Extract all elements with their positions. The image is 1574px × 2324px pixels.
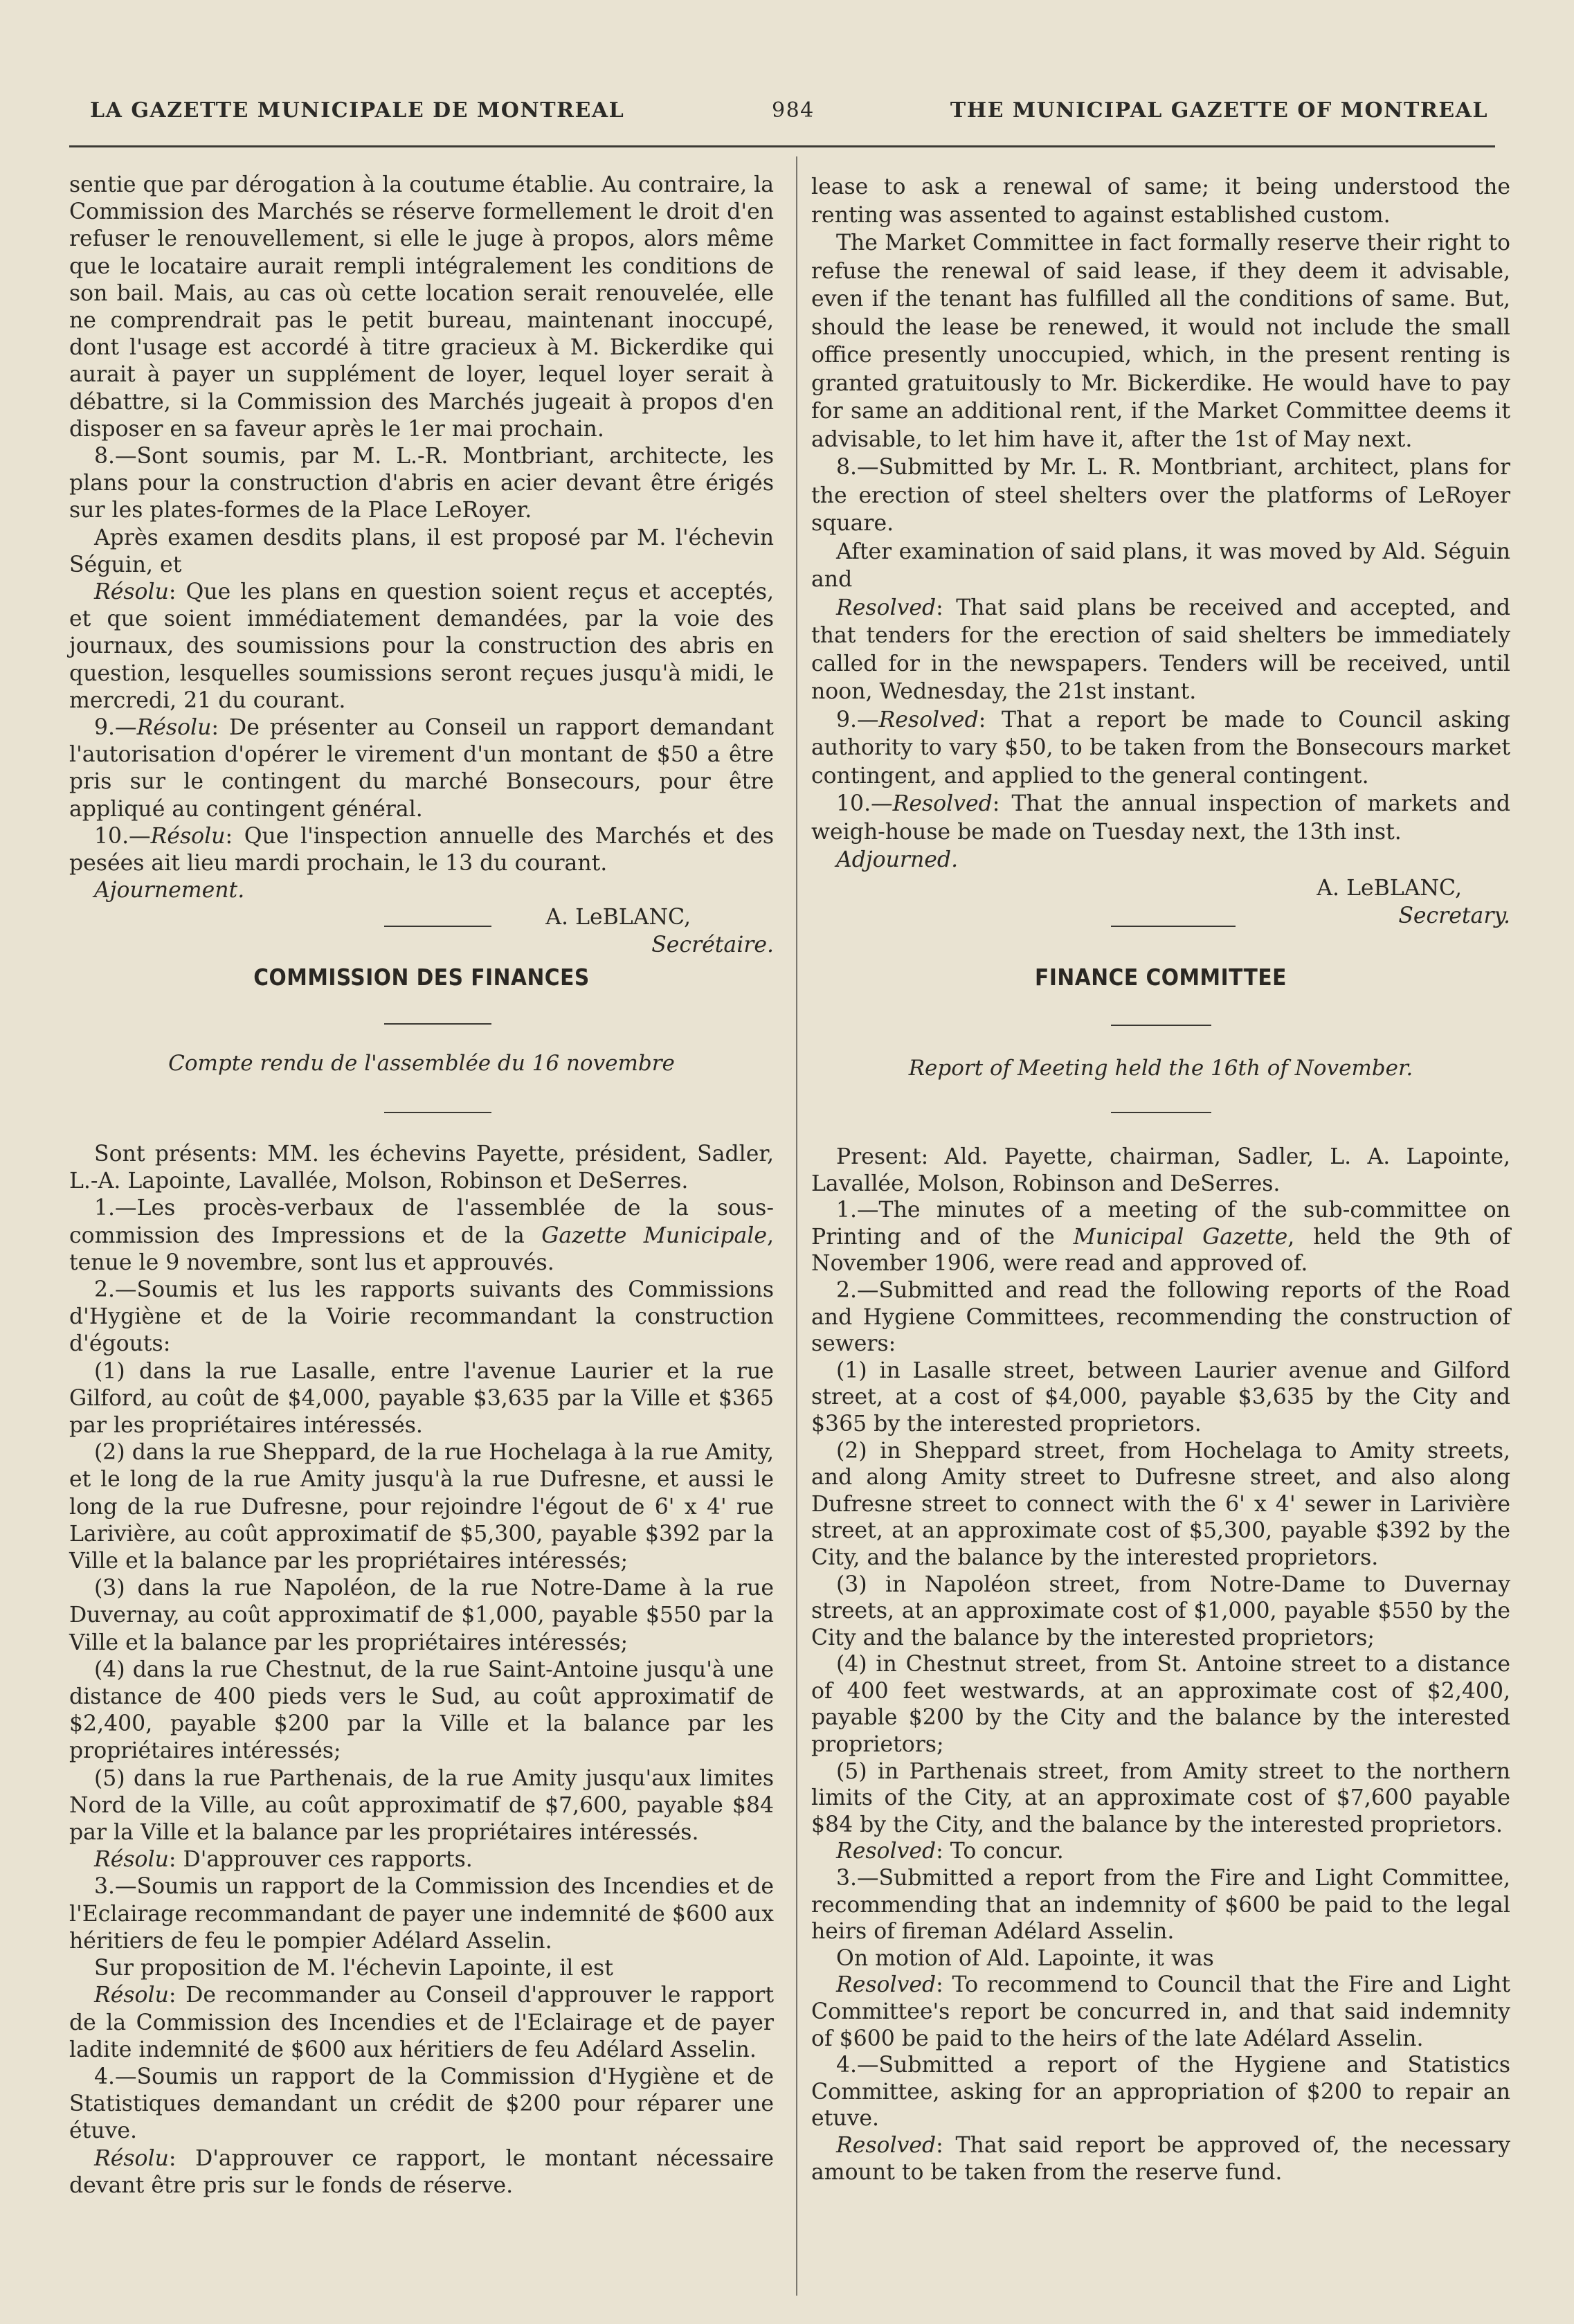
en-item-10: 10.—Resolved: That the annual inspection of markets and weigh-house be made on Tuesday next, the 13th inst.: [811, 791, 1510, 845]
fr-item-10: 10.—Résolu: Que l'inspection annuelle des Marchés et des pesées ait lieu mardi prochain, le 13 du courant.: [69, 823, 774, 876]
fr-resolution: Résolu: D'approuver ce rapport, le montant nécessaire devant être pris sur le fonds de réserve.: [69, 2145, 774, 2198]
en-paragraph: On motion of Ald. Lapointe, it was: [836, 1945, 1214, 1971]
en-resolution: Resolved: To recommend to Council that the Fire and Light Committee's report be concurred in, and that said indemnity of $600 be paid to the heirs of the late Adélard Asselin.: [811, 1972, 1510, 2051]
section-rule: [384, 1112, 491, 1113]
section-rule: [384, 1023, 491, 1025]
en-section-subtitle: Report of Meeting held the 16th of November.: [908, 1056, 1413, 1081]
en-sewer-item: (5) in Parthenais street, from Amity street to the northern limits of the City, at an approximate cost of $7,600 payable $84 by the City, and the balance by the interested proprietors.: [811, 1758, 1510, 1837]
en-finance-minutes: [811, 1144, 1510, 2186]
header-title-en: THE MUNICIPAL GAZETTE OF MONTREAL: [950, 98, 1488, 123]
section-rule: [1111, 926, 1236, 927]
fr-resolution: Résolu: D'approuver ces rapports.: [94, 1847, 473, 1873]
page-header: [90, 98, 1488, 133]
resolution-label: Résolu: [94, 1847, 169, 1873]
resolution-label: Resolved: [878, 707, 979, 732]
fr-sewer-item: (5) dans la rue Parthenais, de la rue Amity jusqu'aux limites Nord de la Ville, au coût approximatif de $7,600, payable $84 par la Ville et la balance par les propriétaires intéressés.: [69, 1765, 774, 1846]
fr-signature-name: A. LeBLANC,: [545, 905, 691, 930]
fr-sewer-item: (1) dans la rue Lasalle, entre l'avenue Laurier et la rue Gilford, au coût de $4,000, payable $3,635 par la Ville et $365 par les propriétaires intéressés.: [69, 1358, 774, 1439]
resolution-label: Résolu: [94, 579, 169, 605]
en-sewer-item: (3) in Napoléon street, from Notre-Dame to Duvernay streets, at an approximate cost of $1,000, payable $550 by the City and the balance by the interested proprietors;: [811, 1571, 1510, 1650]
fr-item-1: 1.—Les procès-verbaux de l'assemblée de la sous-commission des Impressions et de la Gazette Municipale, tenue le 9 novembre, sont lus et approuvés.: [69, 1196, 775, 1275]
en-item-3: 3.—Submitted a report from the Fire and Light Committee, recommending that an indemnity of $600 be paid to the legal heirs of fireman Adélard Asselin.: [811, 1866, 1510, 1945]
en-item-1: 1.—The minutes of a meeting of the sub-committee on Printing and of the Municipal Gazette, held the 9th of November 1906, were read and approved of.: [811, 1198, 1510, 1277]
fr-item-3: 3.—Soumis un rapport de la Commission des Incendies et de l'Eclairage recommandant de payer une indemnité de $600 aux héritiers de feu le pompier Adélard Asselin.: [69, 1874, 774, 1954]
section-rule: [384, 926, 491, 927]
fr-item-9: 9.—Résolu: De présenter au Conseil un rapport demandant l'autorisation d'opérer le virement d'un montant de $50 a être pris sur le contingent du marché Bonsecours, pour être appliqué au contingent général.: [69, 715, 774, 822]
resolution-label: Résolu: [150, 823, 226, 849]
en-section-title: FINANCE COMMITTEE: [1035, 964, 1287, 991]
en-resolution: Resolved: That said report be approved of, the necessary amount to be taken from the reserve fund.: [811, 2132, 1510, 2185]
fr-paragraph: Après examen desdits plans, il est proposé par M. l'échevin Séguin, et: [69, 525, 774, 577]
header-rule: [69, 145, 1495, 147]
en-resolution: Resolved: That said plans be received and accepted, and that tenders for the erection of said shelters be immediately called for in the newspapers. Tenders will be received, until noon, Wednesday, the 21st instant.: [811, 595, 1510, 704]
en-sewer-item: (4) in Chestnut street, from St. Antoine street to a distance of 400 feet westwards, at an approximate cost of $2,400, payable $200 by the City and the balance by the interested proprietors;: [811, 1652, 1510, 1758]
resolution-label: Resolved: [892, 791, 993, 816]
en-paragraph: Present: Ald. Payette, chairman, Sadler, L. A. Lapointe, Lavallée, Molson, Robinson and DeSerres.: [811, 1144, 1510, 1196]
fr-sewer-item: (4) dans la rue Chestnut, de la rue Saint-Antoine jusqu'à une distance de 400 pieds vers le Sud, au coût approximatif de $2,400, payable $200 par la Ville et la balance par les propriétaires intéressés;: [69, 1657, 774, 1764]
resolution-label: Résolu: [136, 715, 212, 741]
fr-paragraph: Sur proposition de M. l'échevin Lapointe, il est: [94, 1956, 613, 1981]
fr-paragraph: Sont présents: MM. les échevins Payette, président, Sadler, L.-A. Lapointe, Lavallée, Molson, Robinson et DeSerres.: [69, 1142, 774, 1194]
header-title-fr: LA GAZETTE MUNICIPALE DE MONTREAL: [90, 98, 625, 123]
fr-markets-continuation: [69, 172, 774, 959]
en-paragraph: The Market Committee in fact formally reserve their right to refuse the renewal of said lease, if they deem it advisable, even if the tenant has fulfilled all the conditions of same. But, should the lease be renewed, it would not include the small office presently unoccupied, which, in the present renting is granted gratuitously to Mr. Bickerdike. He would have to pay for same an additional rent, if the Market Committee deems it advisable, to let him have it, after the 1st of May next.: [811, 231, 1510, 452]
en-sewer-item: (1) in Lasalle street, between Laurier avenue and Gilford street, at a cost of $4,000, payable $3,635 by the City and $365 by the interested proprietors.: [811, 1358, 1510, 1436]
fr-resolution: Résolu: De recommander au Conseil d'approuver le rapport de la Commission des Incendies et de l'Eclairage et de payer ladite indemnité de $600 aux héritiers de feu Adélard Asselin.: [69, 1983, 774, 2062]
fr-section-subtitle: Compte rendu de l'assemblée du 16 novembre: [168, 1051, 675, 1076]
en-signature-title: Secretary.: [1398, 903, 1510, 928]
en-item-8: 8.—Submitted by Mr. L. R. Montbriant, architect, plans for the erection of steel shelters over the platforms of LeRoyer square.: [811, 455, 1510, 536]
fr-adjournment: Ajournement.: [94, 878, 245, 903]
en-resolution: Resolved: To concur.: [836, 1839, 1064, 1864]
en-paragraph: After examination of said plans, it was moved by Ald. Séguin and: [811, 539, 1510, 592]
fr-finance-minutes: [69, 1141, 774, 2199]
en-paragraph: lease to ask a renewal of same; it being understood the renting was assented to against established custom.: [811, 174, 1510, 228]
en-signature-name: A. LeBLANC,: [1317, 875, 1462, 901]
en-markets-continuation: [811, 173, 1510, 930]
en-sewer-item: (2) in Sheppard street, from Hochelaga to Amity streets, and along Amity street to Dufresne street, and also along Dufresne street to connect with the 6' x 4' sewer in Larivière street, at an approximate cost of $5,300, payable $392 by the City, and the balance by the interested proprietors.: [811, 1438, 1510, 1570]
column-divider: [796, 156, 797, 2296]
fr-item-8: 8.—Sont soumis, par M. L.-R. Montbriant, architecte, les plans pour la construction d'abris en acier devant être érigés sur les plates-formes de la Place LeRoyer.: [69, 444, 774, 523]
en-adjournment: Adjourned.: [836, 847, 959, 872]
en-item-2: 2.—Submitted and read the following reports of the Road and Hygiene Committees, recommending the construction of sewers:: [811, 1277, 1510, 1357]
resolution-label: Resolved: [836, 595, 937, 620]
fr-item-4: 4.—Soumis un rapport de la Commission d'Hygiène et de Statistiques demandant un crédit de $200 pour réparer une étuve.: [69, 2064, 774, 2144]
fr-sewer-item: (2) dans la rue Sheppard, de la rue Hochelaga à la rue Amity, et le long de la rue Amity jusqu'à la rue Dufresne, et aussi le long de la rue Dufresne, pour rejoindre l'égout de 6' x 4' rue Larivière, au coût approximatif de $5,300, payable $392 par la Ville et la balance par les propriétaires intéressés;: [69, 1440, 774, 1574]
section-rule: [1111, 1112, 1211, 1113]
fr-item-2: 2.—Soumis et lus les rapports suivants des Commissions d'Hygiène et de la Voirie recommandant la construction d'égouts:: [69, 1277, 774, 1357]
page-number: 984: [772, 98, 815, 123]
fr-resolution: Résolu: Que les plans en question soient reçus et acceptés, et que soient immédiatement demandées, par la voie des journaux, des soumissions pour la construction des abris en question, lesquelles soumissions seront reçues jusqu'à midi, le mercredi, 21 du courant.: [69, 579, 774, 713]
en-item-4: 4.—Submitted a report of the Hygiene and Statistics Committee, asking for an appropriation of $200 to repair an etuve.: [811, 2053, 1510, 2132]
fr-section-title: COMMISSION DES FINANCES: [253, 964, 590, 991]
fr-signature-title: Secrétaire.: [651, 932, 774, 957]
section-rule: [1111, 1025, 1211, 1026]
resolution-label: Resolved: [836, 1972, 937, 1998]
fr-sewer-item: (3) dans la rue Napoléon, de la rue Notre-Dame à la rue Duvernay, au coût approximatif de $1,000, payable $550 par la Ville et la balance par les propriétaires intéressés;: [69, 1576, 774, 1655]
resolution-label: Resolved: [836, 2132, 937, 2158]
en-item-9: 9.—Resolved: That a report be made to Council asking authority to vary $50, to be taken from the Bonsecours market contingent, and applied to the general contingent.: [811, 707, 1510, 789]
resolution-label: Résolu: [94, 1983, 169, 2008]
resolution-label: Résolu: [94, 2145, 169, 2171]
resolution-label: Resolved: [836, 1839, 937, 1864]
fr-paragraph: sentie que par dérogation à la coutume établie. Au contraire, la Commission des Marchés se réserve formellement le droit d'en refuser le renouvellement, si elle le juge à propos, alors même que le locataire aurait rempli intégralement les conditions de son bail. Mais, au cas où cette location serait renouvelée, elle ne comprendrait pas le petit bureau, maintenant inoccupé, dont l'usage est accordé à titre gracieux à M. Bickerdike qui aurait à payer un supplément de loyer, lequel loyer serait à débattre, si la Commission des Marchés jugeait à propos d'en disposer en sa faveur après le 1er mai prochain.: [69, 172, 774, 442]
